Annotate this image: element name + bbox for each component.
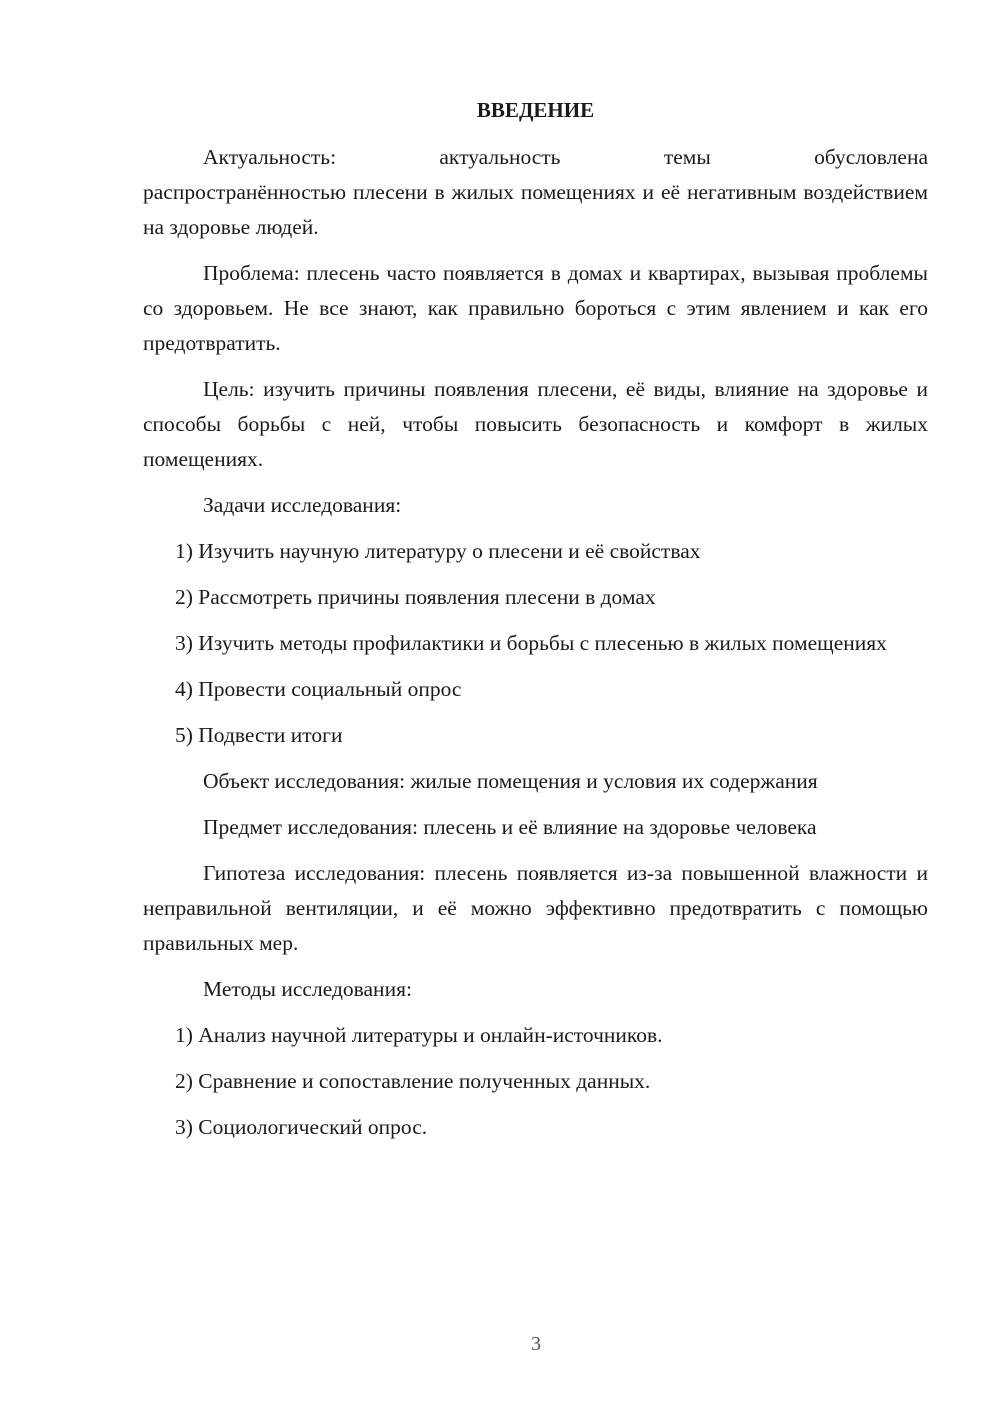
relevance-first-line: Актуальность: актуальность темы обусловлена <box>203 145 928 169</box>
list-item: 2) Рассмотреть причины появления плесени в домах <box>175 585 656 609</box>
methods-list <box>143 1018 928 1145</box>
relevance-paragraph <box>143 140 928 245</box>
list-item: 3) Изучить методы профилактики и борьбы с плесенью в жилых помещениях <box>175 631 887 655</box>
object-paragraph: Объект исследования: жилые помещения и условия их содержания <box>203 769 818 793</box>
list-item: 4) Провести социальный опрос <box>175 677 462 701</box>
list-item: 5) Подвести итоги <box>175 723 343 747</box>
section-title: ВВЕДЕНИЕ <box>476 98 595 122</box>
list-item: 1) Анализ научной литературы и онлайн-источников. <box>175 1023 663 1047</box>
goal-paragraph: Цель: изучить причины появления плесени, её виды, влияние на здоровье и способы борьбы с ней, чтобы повысить безопасность и комфорт в жилых помещениях. <box>143 377 928 471</box>
list-item: 2) Сравнение и сопоставление полученных данных. <box>175 1069 651 1093</box>
tasks-list <box>143 534 928 753</box>
hypothesis-paragraph: Гипотеза исследования: плесень появляется из-за повышенной влажности и неправильной вентиляции, и её можно эффективно предотвратить с помощью правильных мер. <box>143 861 928 955</box>
document-body <box>143 93 928 1156</box>
methods-heading: Методы исследования: <box>203 977 412 1001</box>
page-number: 3 <box>531 1333 541 1355</box>
list-item: 1) Изучить научную литературу о плесени и её свойствах <box>175 539 701 563</box>
tasks-heading: Задачи исследования: <box>203 493 402 517</box>
list-item: 3) Социологический опрос. <box>175 1115 428 1139</box>
subject-paragraph: Предмет исследования: плесень и её влияние на здоровье человека <box>203 815 817 839</box>
problem-paragraph: Проблема: плесень часто появляется в домах и квартирах, вызывая проблемы со здоровьем. Не все знают, как правильно бороться с этим явлением и как его предотвратить. <box>143 261 928 355</box>
relevance-rest: распространённостью плесени в жилых помещениях и её негативным воздействием на здоровье людей. <box>143 180 928 239</box>
